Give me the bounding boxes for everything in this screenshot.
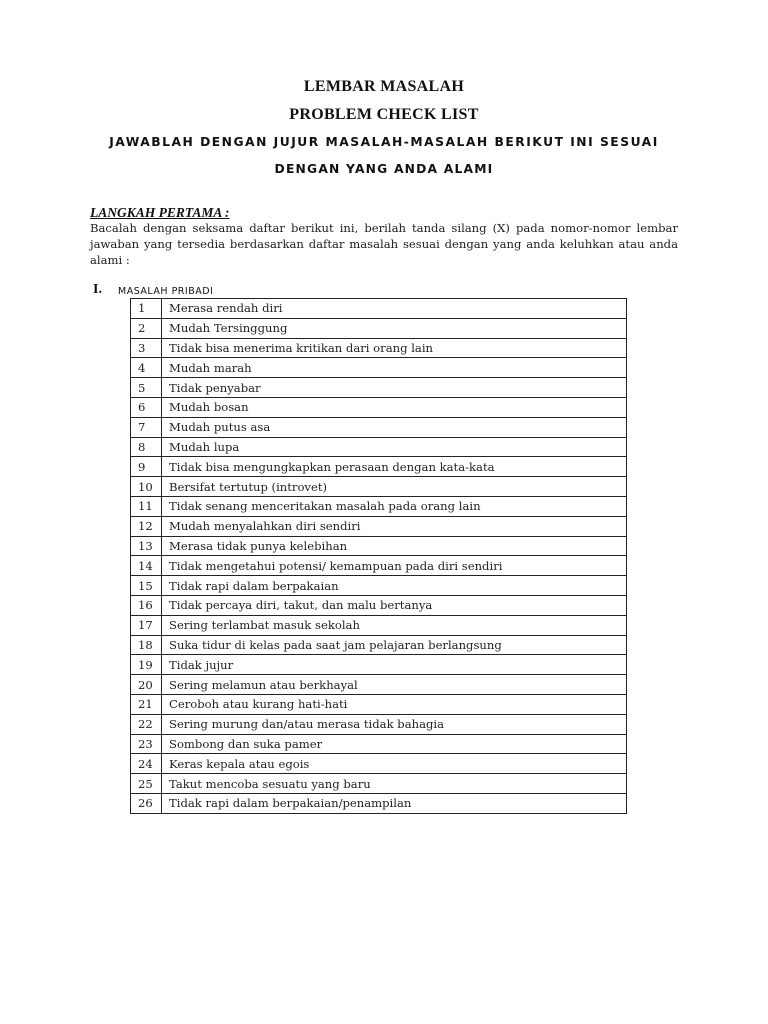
problem-number: 6 — [131, 397, 162, 417]
table-row — [131, 754, 627, 774]
problem-text: Keras kepala atau egois — [162, 754, 627, 774]
step-heading: LANGKAH PERTAMA : — [90, 205, 230, 220]
problem-text: Sering terlambat masuk sekolah — [162, 615, 627, 635]
table-row — [131, 437, 627, 457]
problem-text: Sering murung dan/atau merasa tidak bahagia — [162, 714, 627, 734]
problem-number: 14 — [131, 556, 162, 576]
problem-number: 2 — [131, 318, 162, 338]
problem-number: 22 — [131, 714, 162, 734]
document-title: LEMBAR MASALAH — [303, 78, 465, 95]
table-row — [131, 635, 627, 655]
table-row — [131, 338, 627, 358]
table-row — [131, 714, 627, 734]
problem-number: 8 — [131, 437, 162, 457]
problem-number: 18 — [131, 635, 162, 655]
problem-text: Tidak mengetahui potensi/ kemampuan pada diri sendiri — [162, 556, 627, 576]
problem-text: Tidak rapi dalam berpakaian/penampilan — [162, 793, 627, 813]
table-row — [131, 734, 627, 754]
table-row — [131, 595, 627, 615]
problem-number: 4 — [131, 358, 162, 378]
problem-text: Mudah marah — [162, 358, 627, 378]
problem-text: Bersifat tertutup (introvet) — [162, 477, 627, 497]
table-row — [131, 675, 627, 695]
section-title: MASALAH PRIBADI — [118, 286, 214, 297]
problem-text: Tidak senang menceritakan masalah pada orang lain — [162, 496, 627, 516]
problem-text: Mudah bosan — [162, 397, 627, 417]
table-row — [131, 299, 627, 319]
table-row — [131, 318, 627, 338]
problem-number: 13 — [131, 536, 162, 556]
problem-text: Tidak rapi dalam berpakaian — [162, 576, 627, 596]
table-row — [131, 457, 627, 477]
instruction-heading-line1: JAWABLAH DENGAN JUJUR MASALAH-MASALAH BERIKUT INI SESUAI — [109, 135, 659, 149]
problem-text: Mudah putus asa — [162, 417, 627, 437]
table-row — [131, 417, 627, 437]
problem-text: Tidak penyabar — [162, 378, 627, 398]
problem-number: 21 — [131, 694, 162, 714]
problem-number: 9 — [131, 457, 162, 477]
table-row — [131, 477, 627, 497]
problem-number: 16 — [131, 595, 162, 615]
problem-number: 1 — [131, 299, 162, 319]
table-row — [131, 793, 627, 813]
table-row — [131, 378, 627, 398]
problem-text: Mudah Tersinggung — [162, 318, 627, 338]
table-row — [131, 516, 627, 536]
instruction-heading-line2: DENGAN YANG ANDA ALAMI — [274, 162, 494, 176]
problem-number: 19 — [131, 655, 162, 675]
problem-number: 12 — [131, 516, 162, 536]
table-row — [131, 358, 627, 378]
problem-text: Tidak jujur — [162, 655, 627, 675]
problem-number: 17 — [131, 615, 162, 635]
problem-text: Sering melamun atau berkhayal — [162, 675, 627, 695]
problem-text: Mudah menyalahkan diri sendiri — [162, 516, 627, 536]
table-row — [131, 694, 627, 714]
table-row — [131, 496, 627, 516]
problem-number: 11 — [131, 496, 162, 516]
problem-text: Sombong dan suka pamer — [162, 734, 627, 754]
problem-checklist-table — [130, 298, 627, 814]
document-subtitle-english: PROBLEM CHECK LIST — [289, 106, 479, 123]
problem-number: 25 — [131, 774, 162, 794]
problem-number: 5 — [131, 378, 162, 398]
problem-text: Suka tidur di kelas pada saat jam pelajaran berlangsung — [162, 635, 627, 655]
problem-text: Tidak bisa mengungkapkan perasaan dengan kata-kata — [162, 457, 627, 477]
problem-text: Merasa tidak punya kelebihan — [162, 536, 627, 556]
table-row — [131, 774, 627, 794]
problem-text: Merasa rendah diri — [162, 299, 627, 319]
table-row — [131, 397, 627, 417]
step-instructions: Bacalah dengan seksama daftar berikut ini, berilah tanda silang (X) pada nomor-nomor lembar jawaban yang tersedia berdasarkan daftar masalah sesuai dengan yang anda keluhkan atau anda alami : — [90, 221, 678, 267]
problem-number: 24 — [131, 754, 162, 774]
problem-text: Takut mencoba sesuatu yang baru — [162, 774, 627, 794]
section-number: I. — [93, 282, 102, 297]
problem-number: 23 — [131, 734, 162, 754]
problem-number: 7 — [131, 417, 162, 437]
table-row — [131, 615, 627, 635]
problem-text: Mudah lupa — [162, 437, 627, 457]
problem-text: Tidak percaya diri, takut, dan malu bertanya — [162, 595, 627, 615]
table-row — [131, 576, 627, 596]
problem-number: 10 — [131, 477, 162, 497]
problem-text: Ceroboh atau kurang hati-hati — [162, 694, 627, 714]
problem-number: 3 — [131, 338, 162, 358]
problem-text: Tidak bisa menerima kritikan dari orang lain — [162, 338, 627, 358]
problem-number: 26 — [131, 793, 162, 813]
table-row — [131, 536, 627, 556]
table-row — [131, 655, 627, 675]
problem-number: 15 — [131, 576, 162, 596]
table-row — [131, 556, 627, 576]
problem-number: 20 — [131, 675, 162, 695]
